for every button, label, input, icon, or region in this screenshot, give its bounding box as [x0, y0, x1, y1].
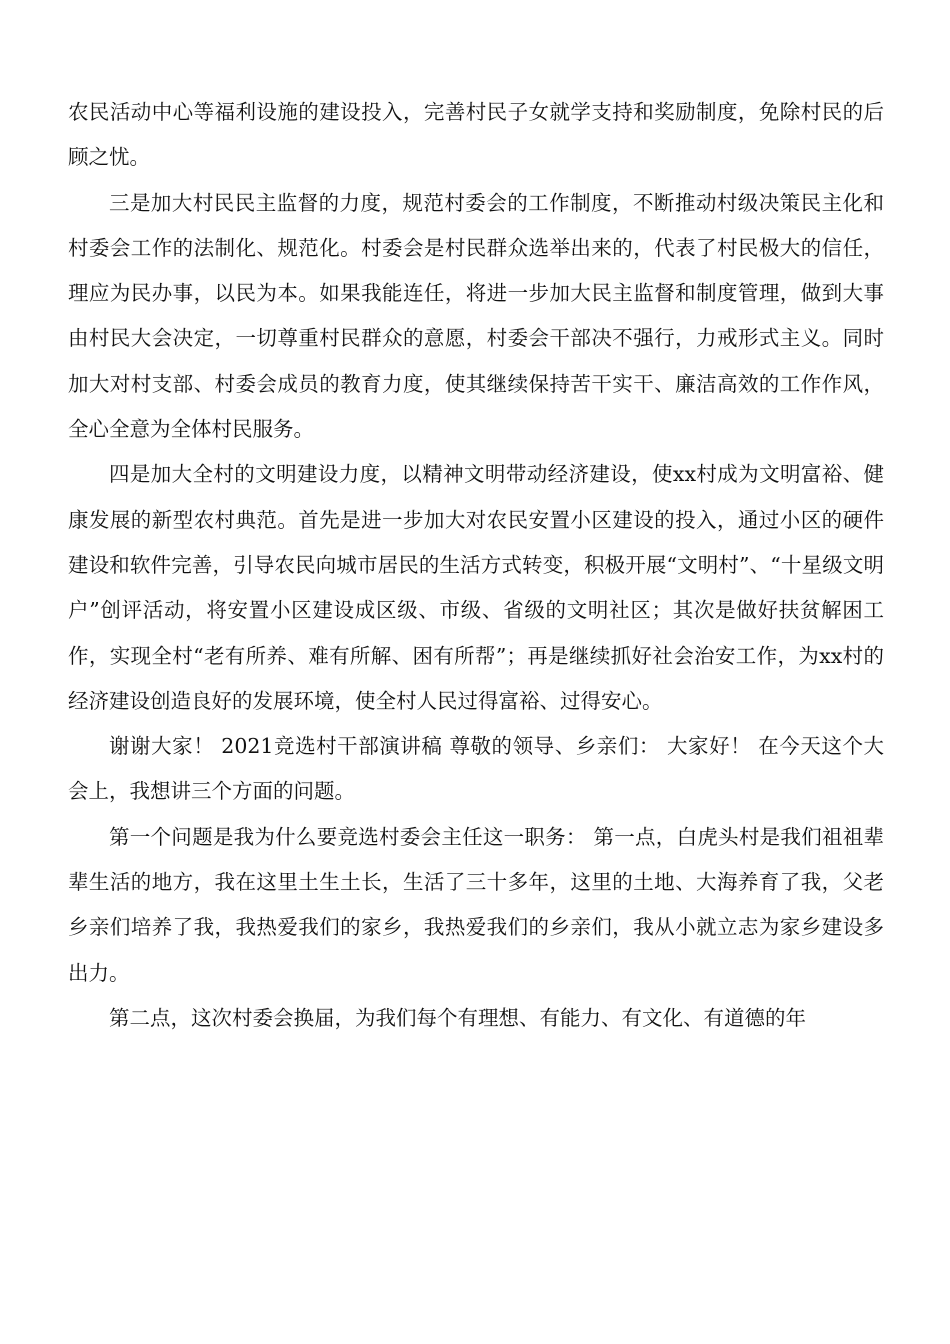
paragraph-thanks-and-greeting: 谢谢大家！ 2021竞选村干部演讲稿 尊敬的领导、乡亲们： 大家好！ 在今天这个大会上，我想讲三个方面的问题。	[68, 734, 884, 804]
paragraph-civilization-building: 四是加大全村的文明建设力度，以精神文明带动经济建设，使xx村成为文明富裕、健康发展的新型农村典范。首先是进一步加大对农民安置小区建设的投入，通过小区的硬件建设和软件完善，引导农民向城市居民的生活方式转变，积极开展“文明村”、“十星级文明户”创评活动，将安置小区建设成区级、市级、省级的文明社区；其次是做好扶贫解困工作，实现全村“老有所养、难有所解、困有所帮”；再是继续抓好社会治安工作，为xx村的经济建设创造良好的发展环境，使全村人民过得富裕、过得安心。	[68, 462, 884, 713]
paragraph-democratic-supervision: 三是加大村民民主监督的力度，规范村委会的工作制度，不断推动村级决策民主化和村委会工作的法制化、规范化。村委会是村民群众选举出来的，代表了村民极大的信任，理应为民办事，以民为本。如果我能连任，将进一步加大民主监督和制度管理，做到大事由村民大会决定，一切尊重村民群众的意愿，村委会干部决不强行，力戒形式主义。同时加大对村支部、村委会成员的教育力度，使其继续保持苦干实干、廉洁高效的工作作风，全心全意为全体村民服务。	[68, 190, 884, 442]
paragraph-first-question: 第一个问题是我为什么要竞选村委会主任这一职务： 第一点，白虎头村是我们祖祖辈辈生活的地方，我在这里土生土长，生活了三十多年，这里的土地、大海养育了我，父老乡亲们培养了我，我热爱我们的家乡，我热爱我们的乡亲们，我从小就立志为家乡建设多出力。	[68, 824, 884, 985]
paragraph-second-point: 第二点，这次村委会换届，为我们每个有理想、有能力、有文化、有道德的年	[109, 1005, 806, 1030]
paragraph-continuation: 农民活动中心等福利设施的建设投入，完善村民子女就学支持和奖励制度，免除村民的后顾之忧。	[68, 100, 884, 170]
document-page	[68, 90, 884, 1041]
